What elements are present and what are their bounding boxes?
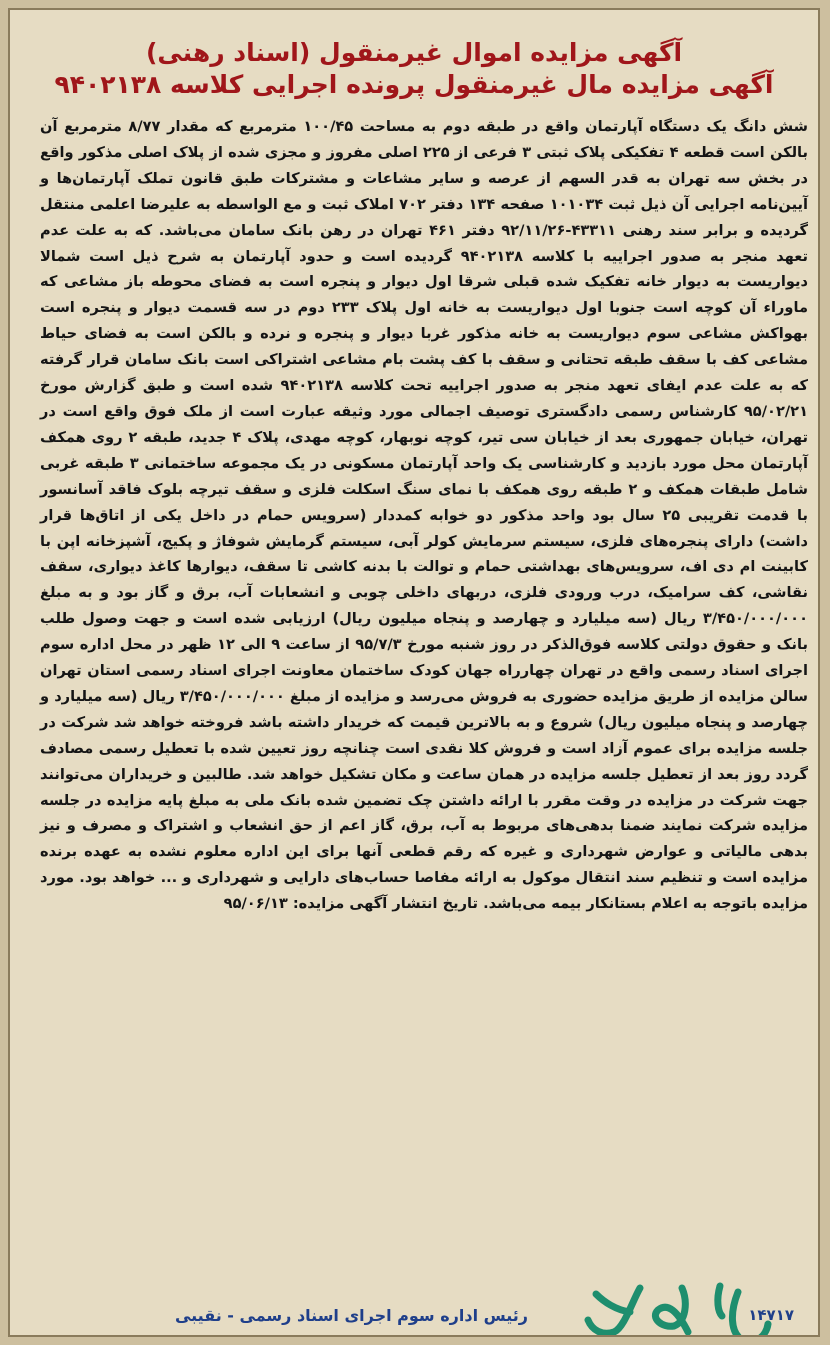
handwritten-number <box>570 1272 780 1337</box>
notice-title: آگهی مزایده اموال غیرمنقول (اسناد رهنی) <box>145 38 683 67</box>
notice-subtitle: آگهی مزایده مال غیرمنقول پرونده اجرایی کلاسه ۹۴۰۲۱۳۸ <box>54 70 774 99</box>
notice-signature: رئیس اداره سوم اجرای اسناد رسمی - نقیبی <box>174 1306 528 1325</box>
notice-header <box>10 36 818 102</box>
notice-body: شش دانگ یک دستگاه آپارتمان واقع در طبقه دوم به مساحت ۱۰۰/۴۵ مترمربع که مقدار ۸/۷۷ مترمربع آن بالکن است قطعه ۴ تفکیکی پلاک ثبتی ۳ فرعی از ۲۲۵ اصلی مفروز و مجزی شده از پلاک اصلی مذکور واقع در بخش سه تهران به قدر السهم از عرصه و سایر مشاعات و مشترکات طبق قانون تملک آپارتمان‌ها و آیین‌نامه اجرایی آن ذیل ثبت ۱۰۱۰۳۴ صفحه ۱۳۴ دفتر ۷۰۲ املاک ثبت و مع الواسطه به علیرضا اعلمی منتقل گردیده و برابر سند رهنی ۴۳۳۱۱-۹۲/۱۱/۲۶ دفتر ۴۶۱ تهران در رهن بانک سامان می‌باشد. که به علت عدم تعهد منجر به صدور اجراییه با کلاسه ۹۴۰۲۱۳۸ گردیده است و حدود آپارتمان به شرح ذیل است شمالا دیواریست به دیوار خانه تفکیک شده قبلی شرقا اول دیوار و پنجره است به فضای محوطه باز مشاعی که ماوراء آن کوچه است جنوبا اول دیواریست به خانه اول پلاک ۲۳۳ دوم در سه قسمت دیوار و پنجره است بهواکش مشاعی سوم دیواریست به خانه مذکور غربا دیوار و پنجره و نرده و بالکن است به فضای حیاط مشاعی کف با سقف طبقه تحتانی و سقف با کف پشت بام مشاعی اشتراکی است بانک سامان قرار گرفته که به علت عدم ایفای تعهد منجر به صدور اجراییه تحت کلاسه ۹۴۰۲۱۳۸ شده است و طبق گزارش مورخ ۹۵/۰۲/۲۱ کارشناس رسمی دادگستری توصیف اجمالی مورد وثیقه عبارت است از ملک فوق واقع است در تهران، خیابان جمهوری بعد از خیابان سی تیر، کوچه نوبهار، کوچه مهدی، پلاک ۴ جدید، طبقه ۲ روی همکف آپارتمان محل مورد بازدید و کارشناسی یک واحد آپارتمان مسکونی در یک مجموعه ساختمانی ۳ طبقه غربی شامل طبقات همکف و ۲ طبقه روی همکف با نمای سنگ اسکلت فلزی و سقف تیرچه بلوک فاقد آسانسور با قدمت تقریبی ۲۵ سال بود واحد مذکور دو خوابه کمددار (سرویس حمام در داخل یکی از اتاق‌ها قرار داشت) دارای پنجره‌های فلزی، سیستم سرمایش کولر آبی، سیستم گرمایش شوفاژ و پکیج، آشپزخانه اپن با کابینت ام دی اف، سرویس‌های بهداشتی حمام و توالت با بدنه کاشی تا سقف، دیوارها کاغذ دیواری، سقف نقاشی، کف سرامیک، درب ورودی فلزی، دربهای داخلی چوبی و انشعابات آب، برق و گاز بود و به مبلغ ۳/۴۵۰/۰۰۰/۰۰۰ ریال (سه میلیارد و چهارصد و پنجاه میلیون ریال) ارزیابی شده است و جهت وصول طلب بانک و حقوق دولتی کلاسه فوق‌الذکر در روز شنبه مورخ ۹۵/۷/۳ از ساعت ۹ الی ۱۲ ظهر در محل اداره سوم اجرای اسناد رسمی واقع در تهران چهارراه جهان کودک ساختمان معاونت اجرای اسناد رسمی استان تهران سالن مزایده از طریق مزایده حضوری به فروش می‌رسد و مزایده از مبلغ ۳/۴۵۰/۰۰۰/۰۰۰ ریال (سه میلیارد و چهارصد و پنجاه میلیون ریال) شروع و به بالاترین قیمت که خریدار داشته باشد فروخته خواهد شد شرکت در جلسه مزایده برای عموم آزاد است و فروش کلا نقدی است چنانچه روز تعیین شده با تعطیل رسمی مصادف گردد روز بعد از تعطیل جلسه مزایده در همان ساعت و مکان تشکیل خواهد شد. طالبین و خریداران می‌توانند جهت شرکت در مزایده در وقت مقرر با ارائه داشتن چک تضمین شده بانک ملی به مبلغ پایه مزایده در جلسه مزایده شرکت نمایند ضمنا بدهی‌های مربوط به آب، برق، گاز اعم از حق انشعاب و اشتراک و مصرف و نیز بدهی مالیاتی و عوارض شهرداری و غیره که رقم قطعی آنها برای این اداره معلوم نشده به عهده برنده مزایده است و تنظیم سند انتقال موکول به ارائه مفاصا حساب‌های دارایی و شهرداری و ... خواهد بود. مورد مزایده باتوجه به اعلام بستانکار بیمه می‌باشد. تاریخ انتشار آگهی مزایده: ۹۵/۰۶/۱۳ <box>40 118 809 913</box>
notice-reference-number: ۱۴۷۱۷ <box>748 1306 794 1324</box>
notice-page <box>8 8 820 1337</box>
